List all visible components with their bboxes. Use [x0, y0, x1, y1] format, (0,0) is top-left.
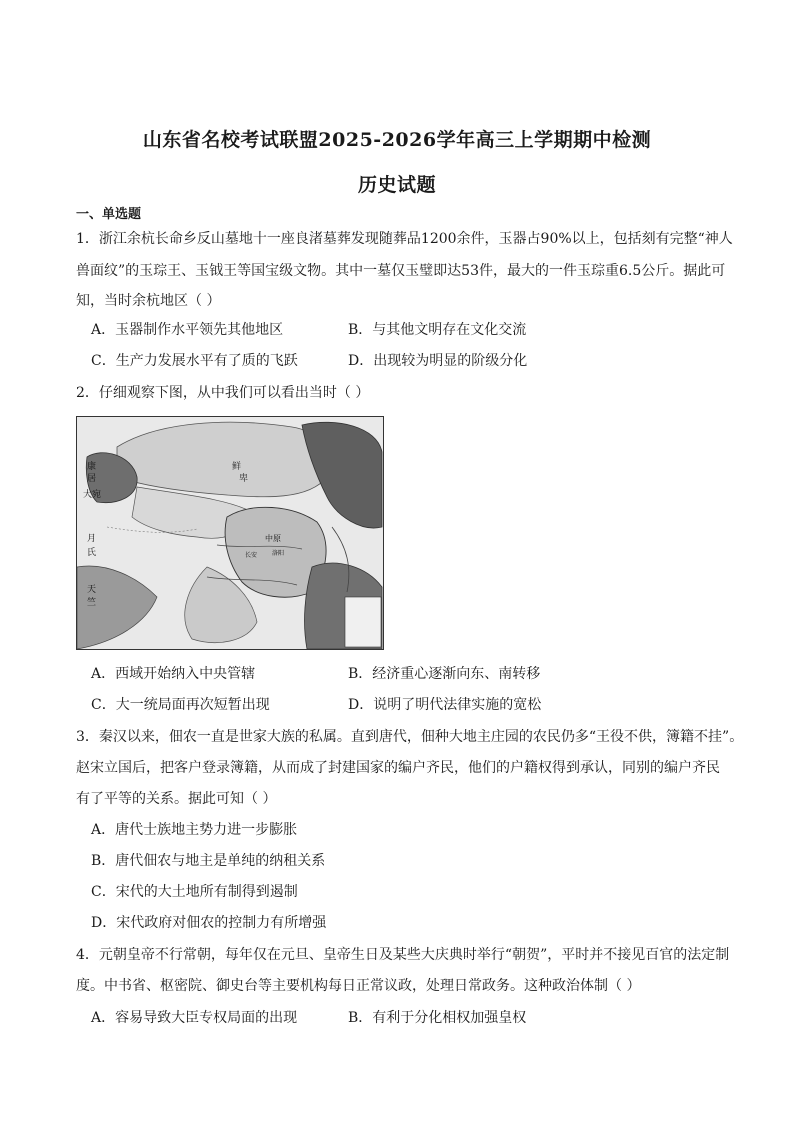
map-label: 氏	[87, 547, 97, 557]
map-label: 卑	[239, 473, 249, 483]
section-heading: 一、单选题	[76, 207, 142, 222]
map-label: 竺	[87, 597, 97, 607]
q4-line-2: 度。中书省、枢密院、御史台等主要机构每日正常议政，处理日常政务。这种政治体制（ ）	[76, 978, 641, 994]
historical-map-image	[76, 416, 384, 650]
q2-line-1: 2．仔细观察下图，从中我们可以看出当时（ ）	[76, 385, 370, 401]
map-label: 中原	[265, 534, 281, 543]
map-label: 鲜	[232, 461, 242, 471]
q3-option-b[interactable]: B．唐代佃农与地主是单纯的纳租关系	[91, 853, 326, 869]
q2-option-a[interactable]: A．西域开始纳入中央管辖	[91, 666, 256, 682]
q1-line-2: 兽面纹”的玉琮王、玉钺王等国宝级文物。其中一墓仅玉璧即达53件，最大的一件玉琮重6.5公斤。据此可	[76, 263, 726, 279]
q3-option-d[interactable]: D．宋代政府对佃农的控制力有所增强	[91, 915, 327, 931]
q4-option-b[interactable]: B．有利于分化相权加强皇权	[348, 1010, 527, 1026]
q3-option-a[interactable]: A．唐代士族地主势力进一步膨胀	[91, 822, 298, 838]
map-label: 天	[87, 584, 97, 594]
map-label: 居	[87, 473, 97, 483]
q3-option-c[interactable]: C．宋代的大土地所有制得到遏制	[91, 884, 298, 900]
map-label: 洛阳	[272, 551, 285, 557]
map-label: 康	[87, 461, 97, 471]
q1-line-3: 知，当时余杭地区（ ）	[76, 293, 221, 309]
q4-line-1: 4．元朝皇帝不行常朝，每年仅在元旦、皇帝生日及某些大庆典时举行“朝贺”，平时并不接见百官的法定制	[76, 947, 730, 963]
q2-option-c[interactable]: C．大一统局面再次短暂出现	[91, 697, 270, 713]
q1-line-1: 1．浙江余杭长命乡反山墓地十一座良渚墓葬发现随葬品1200余件，玉器占90%以上，包括刻有完整“神人	[76, 231, 733, 247]
q4-option-a[interactable]: A．容易导致大臣专权局面的出现	[91, 1010, 298, 1026]
map-label: 长安	[245, 553, 258, 559]
q1-option-a[interactable]: A．玉器制作水平领先其他地区	[91, 322, 284, 338]
map-illustration	[77, 417, 383, 649]
q2-option-b[interactable]: B．经济重心逐渐向东、南转移	[348, 666, 541, 682]
q1-option-b[interactable]: B．与其他文明存在文化交流	[348, 322, 527, 338]
exam-subject: 历史试题	[357, 174, 436, 196]
q1-option-c[interactable]: C．生产力发展水平有了质的飞跃	[91, 353, 298, 369]
q2-option-d[interactable]: D．说明了明代法律实施的宽松	[348, 697, 542, 713]
q3-line-1: 3．秦汉以来，佃农一直是世家大族的私属。直到唐代，佃种大地主庄园的农民仍多“王役不供，簿籍不挂”。	[76, 729, 744, 745]
q3-line-2: 赵宋立国后，把客户登录簿籍，从而成了封建国家的编户齐民，他们的户籍权得到承认，同别的编户齐民	[76, 760, 720, 776]
q1-option-d[interactable]: D．出现较为明显的阶级分化	[348, 353, 528, 369]
map-label: 月	[87, 533, 97, 543]
q3-line-3: 有了平等的关系。据此可知（ ）	[76, 791, 277, 807]
map-label: 大宛	[83, 489, 102, 499]
exam-title: 山东省名校考试联盟2025-2026学年高三上学期期中检测	[142, 129, 652, 151]
